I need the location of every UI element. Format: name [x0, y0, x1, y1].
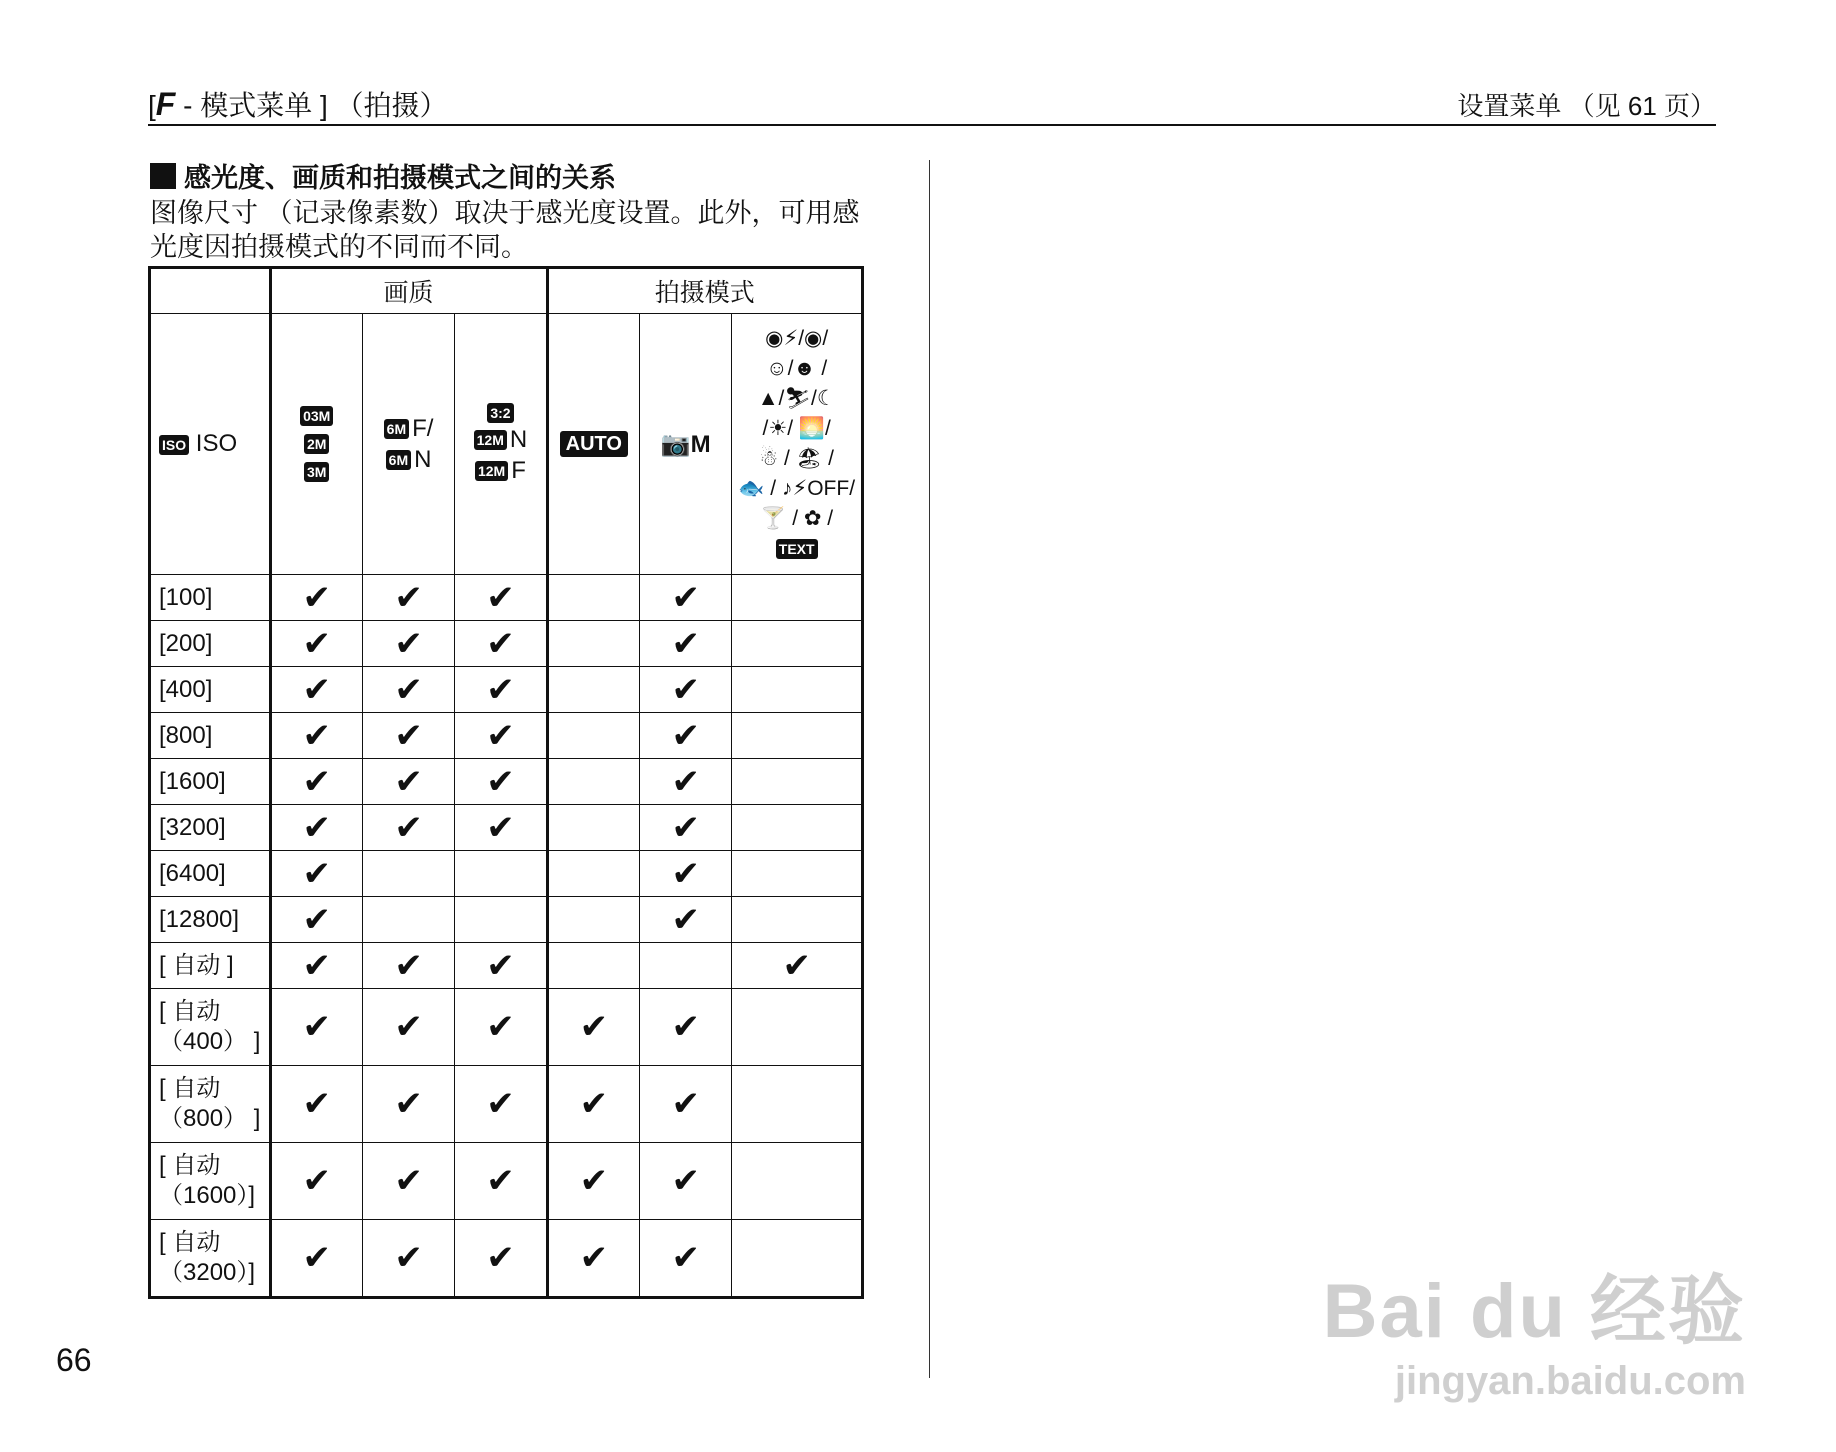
check-mark-icon: ✔ — [455, 1220, 547, 1298]
check-mark-icon: ✔ — [270, 805, 362, 851]
empty-cell — [640, 943, 732, 989]
check-mark-icon: ✔ — [455, 1066, 547, 1143]
check-mark-icon: ✔ — [455, 1143, 547, 1220]
watermark-url: jingyan.baidu.com — [1394, 1359, 1746, 1403]
size-3m-icon: 3M — [304, 462, 329, 482]
table-row — [150, 575, 863, 621]
check-mark-icon: ✔ — [640, 667, 732, 713]
section-title — [150, 156, 616, 195]
iso-setting-label: [800] — [150, 713, 271, 759]
header-bracket: [ — [148, 90, 156, 121]
check-mark-icon: ✔ — [362, 989, 454, 1066]
text-mode-icon: TEXT — [776, 539, 818, 559]
check-mark-icon: ✔ — [270, 759, 362, 805]
check-mark-icon: ✔ — [362, 759, 454, 805]
section-intro: 图像尺寸 （记录像素数）取决于感光度设置。此外，可用感光度因拍摄模式的不同而不同。 — [150, 198, 860, 262]
check-mark-icon: ✔ — [547, 1143, 639, 1220]
iso-setting-label: [100] — [150, 575, 271, 621]
quality-suffix: N — [414, 445, 432, 473]
quality-col-12m — [455, 314, 547, 575]
check-mark-icon: ✔ — [455, 575, 547, 621]
check-mark-icon: ✔ — [547, 1066, 639, 1143]
check-mark-icon: ✔ — [362, 713, 454, 759]
mode-col-scenes — [732, 314, 863, 575]
iso-header-cell — [150, 314, 271, 575]
f-mode-icon: F — [155, 86, 176, 122]
header-rule — [148, 124, 1716, 126]
scene-icons-line — [734, 534, 859, 564]
empty-cell — [732, 575, 863, 621]
check-mark-icon: ✔ — [270, 667, 362, 713]
running-header-left — [148, 84, 448, 124]
page-number: 66 — [56, 1342, 92, 1378]
scene-icons-line: /☀/ 🌅/ — [762, 417, 831, 440]
scene-icons-line: ☺/☻ / — [766, 357, 828, 380]
empty-cell — [547, 851, 639, 897]
table-body — [150, 575, 863, 1298]
quality-suffix: N — [509, 426, 528, 453]
empty-cell — [732, 851, 863, 897]
empty-cell — [732, 621, 863, 667]
table-row — [150, 897, 863, 943]
check-mark-icon: ✔ — [270, 897, 362, 943]
check-mark-icon: ✔ — [362, 667, 454, 713]
mode-group-header: 拍摄模式 — [547, 268, 862, 314]
iso-setting-label: [6400] — [150, 851, 271, 897]
check-mark-icon: ✔ — [547, 1220, 639, 1298]
check-mark-icon: ✔ — [640, 713, 732, 759]
check-mark-icon: ✔ — [640, 989, 732, 1066]
check-mark-icon: ✔ — [455, 621, 547, 667]
empty-cell — [455, 851, 547, 897]
empty-cell — [362, 897, 454, 943]
check-mark-icon: ✔ — [270, 1220, 362, 1298]
empty-cell — [362, 851, 454, 897]
empty-cell — [547, 897, 639, 943]
table-row — [150, 943, 863, 989]
empty-cell — [732, 805, 863, 851]
iso-icon: ISO — [159, 435, 189, 455]
iso-setting-label: [1600] — [150, 759, 271, 805]
empty-cell — [732, 1066, 863, 1143]
empty-cell — [547, 759, 639, 805]
iso-header-label: ISO — [195, 430, 238, 457]
corner-cell — [150, 268, 271, 314]
baidu-watermark — [1323, 1250, 1746, 1404]
iso-setting-label: [12800] — [150, 897, 271, 943]
check-mark-icon: ✔ — [640, 897, 732, 943]
empty-cell — [732, 759, 863, 805]
mode-col-auto — [547, 314, 639, 575]
mode-col-manual — [640, 314, 732, 575]
check-mark-icon: ✔ — [362, 621, 454, 667]
check-mark-icon: ✔ — [640, 621, 732, 667]
empty-cell — [547, 943, 639, 989]
check-mark-icon: ✔ — [270, 943, 362, 989]
watermark-logo-text: Bai du 经验 — [1322, 1269, 1746, 1354]
check-mark-icon: ✔ — [640, 759, 732, 805]
check-mark-icon: ✔ — [362, 1220, 454, 1298]
running-header-right: 设置菜单 （见 61 页） — [1457, 91, 1716, 121]
table-row — [150, 1143, 863, 1220]
check-mark-icon: ✔ — [640, 575, 732, 621]
check-mark-icon: ✔ — [455, 667, 547, 713]
section-title-text: 感光度、画质和拍摄模式之间的关系 — [184, 163, 616, 193]
empty-cell — [547, 621, 639, 667]
table-row — [150, 759, 863, 805]
check-mark-icon: ✔ — [455, 943, 547, 989]
iso-setting-label: [ 自动 （3200）] — [150, 1220, 271, 1298]
check-mark-icon: ✔ — [455, 713, 547, 759]
empty-cell — [732, 989, 863, 1066]
check-mark-icon: ✔ — [270, 1143, 362, 1220]
quality-col-6m — [362, 314, 454, 575]
check-mark-icon: ✔ — [362, 1143, 454, 1220]
check-mark-icon: ✔ — [640, 851, 732, 897]
check-mark-icon: ✔ — [362, 805, 454, 851]
size-03m-icon: 03M — [300, 406, 333, 426]
empty-cell — [547, 805, 639, 851]
empty-cell — [732, 667, 863, 713]
table-row — [150, 989, 863, 1066]
empty-cell — [732, 713, 863, 759]
scene-mode-icons — [732, 320, 861, 568]
scene-icons-line: ▲/⛷/☾ — [757, 387, 836, 410]
square-bullet-icon — [150, 163, 176, 189]
check-mark-icon: ✔ — [362, 943, 454, 989]
iso-setting-label: [200] — [150, 621, 271, 667]
check-mark-icon: ✔ — [362, 575, 454, 621]
check-mark-icon: ✔ — [270, 575, 362, 621]
check-mark-icon: ✔ — [270, 989, 362, 1066]
table-row — [150, 1220, 863, 1298]
icon-header-row — [150, 314, 863, 575]
empty-cell — [732, 1220, 863, 1298]
camera-manual-icon: 📷M — [660, 430, 711, 458]
quality-group-header: 画质 — [270, 268, 547, 314]
check-mark-icon: ✔ — [362, 1066, 454, 1143]
table-row — [150, 713, 863, 759]
empty-cell — [547, 575, 639, 621]
check-mark-icon: ✔ — [270, 851, 362, 897]
check-mark-icon: ✔ — [270, 713, 362, 759]
check-mark-icon: ✔ — [640, 1220, 732, 1298]
check-mark-icon: ✔ — [270, 1066, 362, 1143]
check-mark-icon: ✔ — [640, 1066, 732, 1143]
aspect-3-2-icon: 3:2 — [487, 403, 513, 423]
check-mark-icon: ✔ — [455, 805, 547, 851]
scene-icons-line: ◉⚡/◉/ — [765, 327, 829, 350]
size-6m-icon: 6M — [384, 419, 409, 439]
check-mark-icon: ✔ — [270, 621, 362, 667]
table-row — [150, 1066, 863, 1143]
scene-icons-line: ☃ / 🏖 / — [759, 447, 835, 470]
check-mark-icon: ✔ — [455, 759, 547, 805]
check-mark-icon: ✔ — [640, 805, 732, 851]
iso-quality-mode-table — [148, 266, 864, 1299]
table-row — [150, 621, 863, 667]
check-mark-icon: ✔ — [732, 943, 863, 989]
scene-icons-line: 🍸 / ✿ / — [760, 507, 834, 530]
empty-cell — [547, 713, 639, 759]
empty-cell — [547, 667, 639, 713]
quality-col-small — [270, 314, 362, 575]
empty-cell — [732, 897, 863, 943]
table-row — [150, 851, 863, 897]
iso-setting-label: [ 自动 ] — [150, 943, 271, 989]
size-12m-icon: 12M — [475, 461, 508, 481]
size-6m-icon: 6M — [386, 450, 411, 470]
empty-cell — [732, 1143, 863, 1220]
empty-cell — [455, 897, 547, 943]
column-divider — [929, 160, 930, 1378]
check-mark-icon: ✔ — [547, 989, 639, 1066]
iso-setting-label: [400] — [150, 667, 271, 713]
group-header-row — [150, 268, 863, 314]
scene-icons-line: 🐟 / ♪⚡OFF/ — [738, 477, 856, 500]
iso-setting-label: [ 自动 （400） ] — [150, 989, 271, 1066]
table-row — [150, 667, 863, 713]
size-12m-icon: 12M — [474, 430, 507, 450]
auto-mode-icon: AUTO — [560, 431, 628, 457]
size-2m-icon: 2M — [304, 434, 329, 454]
check-mark-icon: ✔ — [640, 1143, 732, 1220]
iso-setting-label: [3200] — [150, 805, 271, 851]
table-row — [150, 805, 863, 851]
iso-setting-label: [ 自动 （800） ] — [150, 1066, 271, 1143]
quality-suffix: F/ — [412, 414, 434, 442]
iso-setting-label: [ 自动 （1600）] — [150, 1143, 271, 1220]
header-left-text: - 模式菜单 ] （拍摄） — [175, 90, 448, 121]
check-mark-icon: ✔ — [455, 989, 547, 1066]
quality-suffix: F — [511, 457, 526, 484]
